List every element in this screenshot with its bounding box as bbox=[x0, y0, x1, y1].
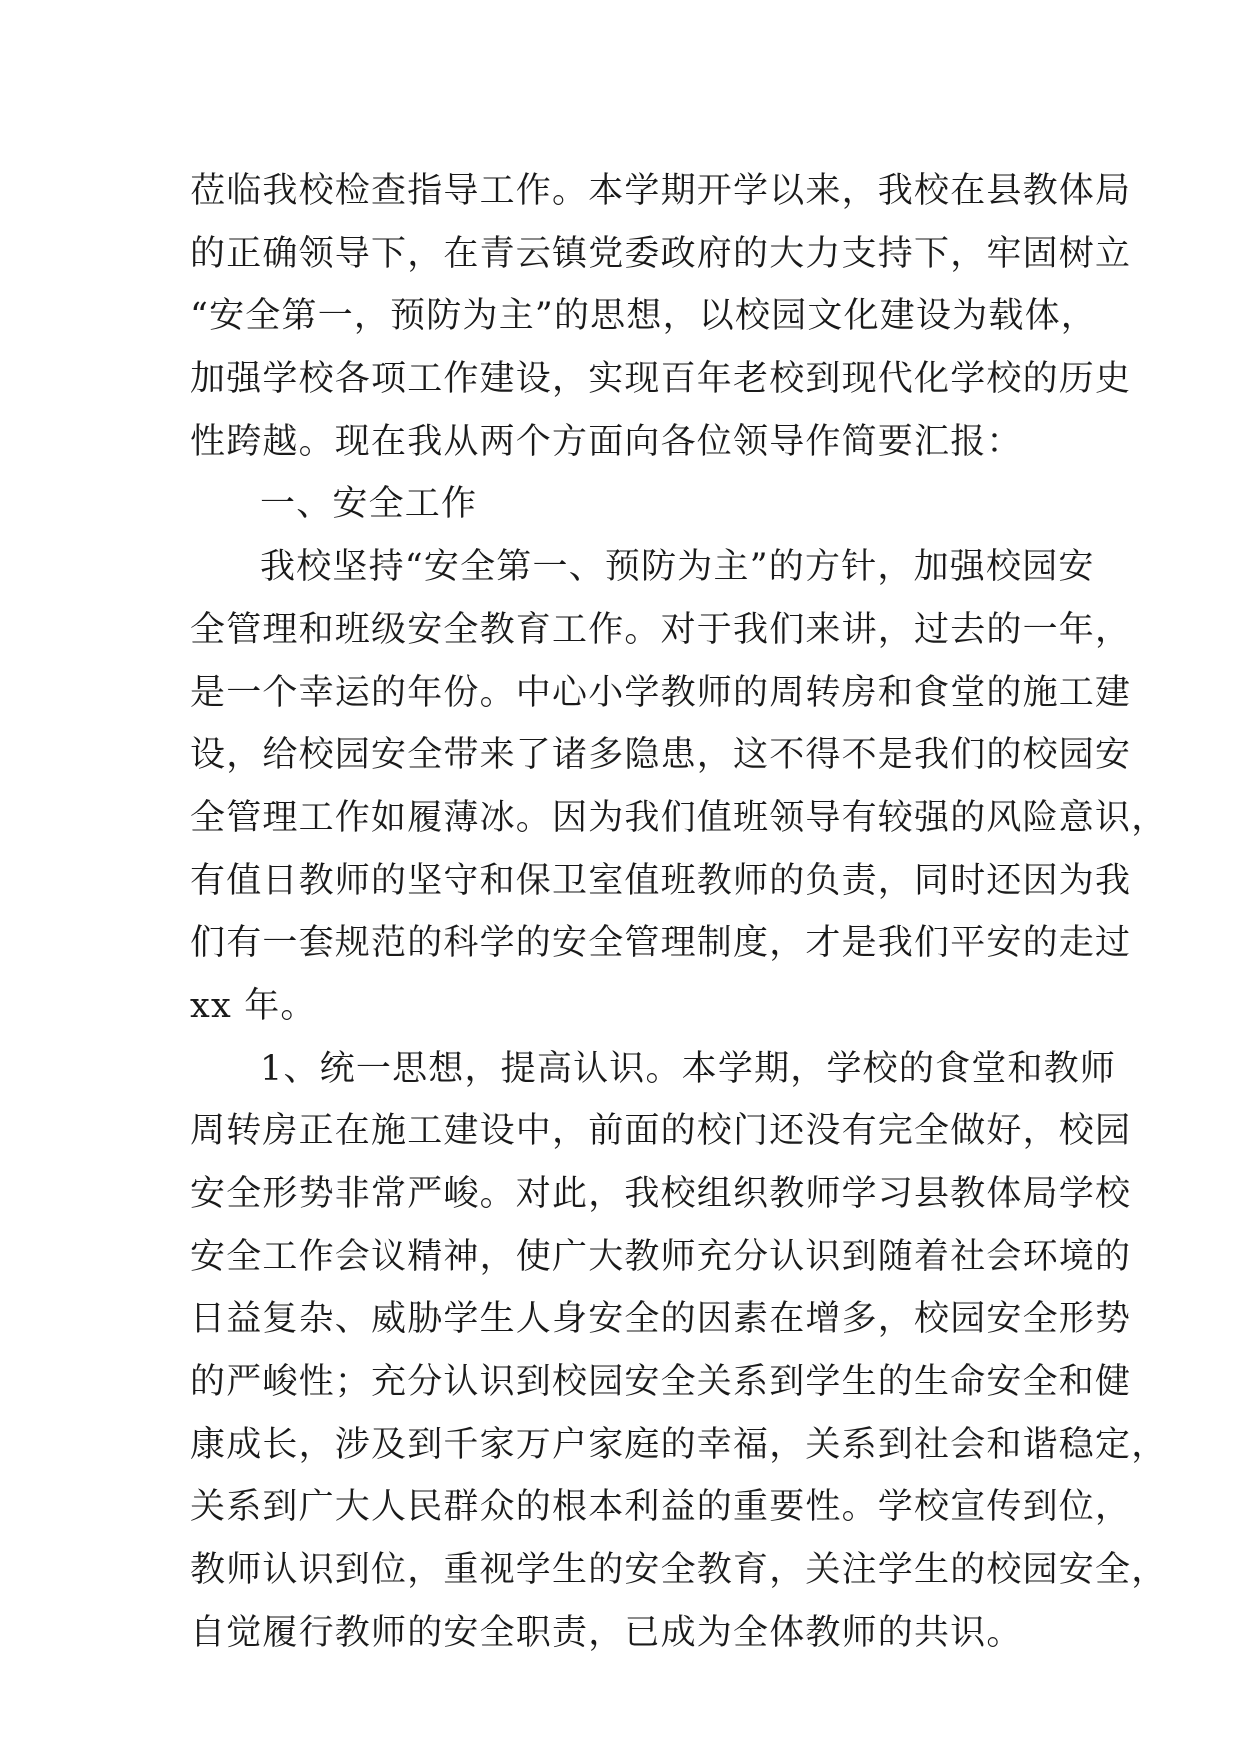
text-line: 全管理和班级安全教育工作。对于我们来讲，过去的一年， bbox=[190, 609, 1132, 650]
text-line: 周转房正在施工建设中，前面的校门还没有完全做好，校园 bbox=[190, 1111, 1132, 1152]
text-line: “安全第一，预防为主”的思想，以校园文化建设为载体， bbox=[190, 296, 1097, 337]
text-line: 自觉履行教师的安全职责，已成为全体教师的共识。 bbox=[190, 1612, 1023, 1653]
document-body bbox=[190, 160, 1168, 1665]
text-line: 是一个幸运的年份。中心小学教师的周转房和食堂的施工建 bbox=[190, 672, 1132, 713]
text-line: 莅临我校检查指导工作。本学期开学以来，我校在县教体局 bbox=[190, 171, 1132, 211]
text-line: 安全工作会议精神，使广大教师充分认识到随着社会环境的 bbox=[190, 1236, 1132, 1277]
section-heading bbox=[190, 473, 1060, 536]
text-line: 安全形势非常严峻。对此，我校组织教师学习县教体局学校 bbox=[190, 1174, 1132, 1214]
text-line: 日益复杂、威胁学生人身安全的因素在增多，校园安全形势 bbox=[190, 1299, 1132, 1340]
text-line: 有值日教师的坚守和保卫室值班教师的负责，同时还因为我 bbox=[190, 860, 1132, 901]
text-line: 设，给校园安全带来了诸多隐患，这不得不是我们的校园安 bbox=[190, 735, 1132, 776]
text-line: 我校坚持“安全第一、预防为主”的方针，加强校园安 bbox=[260, 547, 1095, 588]
section-heading-text: 一、安全工作 bbox=[260, 484, 478, 525]
text-line: 加强学校各项工作建设，实现百年老校到现代化学校的历史 bbox=[190, 359, 1132, 400]
safety-paragraph bbox=[190, 536, 1168, 1038]
text-line: xx 年。 bbox=[190, 985, 317, 1026]
text-line: 教师认识到位，重视学生的安全教育，关注学生的校园安全， bbox=[190, 1550, 1168, 1591]
text-line: 康成长，涉及到千家万户家庭的幸福，关系到社会和谐稳定， bbox=[190, 1424, 1168, 1465]
text-line: 1、统一思想，提高认识。本学期，学校的食堂和教师 bbox=[260, 1048, 1117, 1089]
unify-thinking-paragraph bbox=[190, 1038, 1168, 1665]
text-line: 们有一套规范的科学的安全管理制度，才是我们平安的走过 bbox=[190, 923, 1132, 964]
text-line: 全管理工作如履薄冰。因为我们值班领导有较强的风险意识， bbox=[190, 797, 1168, 838]
text-line: 性跨越。现在我从两个方面向各位领导作简要汇报： bbox=[190, 421, 1023, 462]
text-line: 的正确领导下，在青云镇党委政府的大力支持下，牢固树立 bbox=[190, 233, 1132, 274]
text-line: 关系到广大人民群众的根本利益的重要性。学校宣传到位， bbox=[190, 1487, 1132, 1528]
text-line: 的严峻性；充分认识到校园安全关系到学生的生命安全和健 bbox=[190, 1362, 1132, 1403]
intro-paragraph bbox=[190, 160, 1132, 473]
